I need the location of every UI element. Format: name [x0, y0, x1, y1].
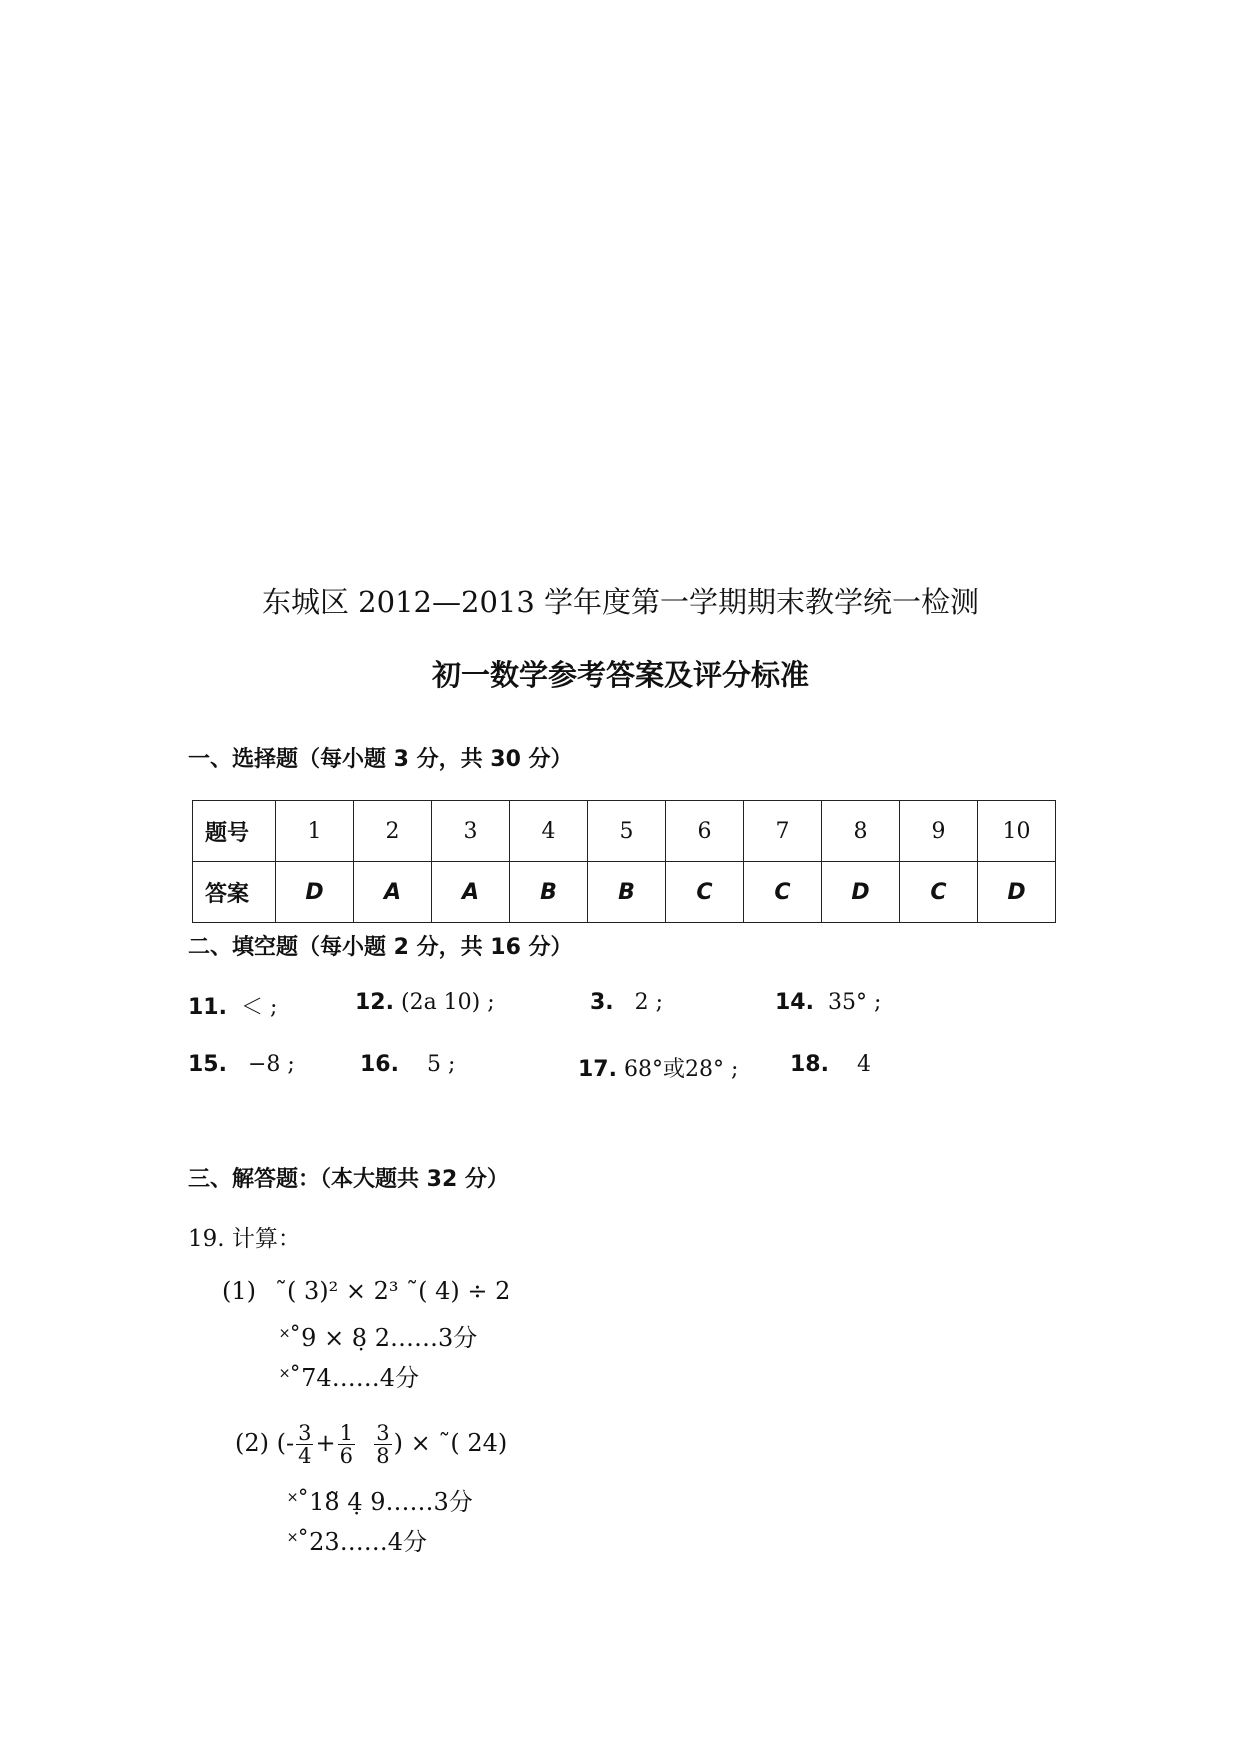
- table-cell: A: [432, 862, 510, 923]
- table-cell: A: [354, 862, 432, 923]
- part-1-expression: ˜( 3)² × 2³ ˜( 4) ÷ 2: [275, 1277, 511, 1305]
- table-cell: B: [510, 862, 588, 923]
- fill-item-12: [355, 990, 495, 1015]
- table-cell: 7: [744, 801, 822, 862]
- part-2-step-2: ˟˚23……4分: [288, 1528, 427, 1556]
- fraction-numerator: 3: [298, 1421, 312, 1445]
- table-cell: D: [822, 862, 900, 923]
- item-answer: 35° ;: [827, 990, 882, 1015]
- table-row: [193, 862, 1056, 923]
- table-cell: B: [588, 862, 666, 923]
- item-number: 11.: [188, 995, 227, 1020]
- fraction-denominator: 8: [376, 1444, 390, 1469]
- table-cell: 2: [354, 801, 432, 862]
- item-answer: 4: [856, 1052, 871, 1077]
- fill-item-15: [188, 1052, 295, 1077]
- item-number: 16.: [360, 1052, 399, 1077]
- table-cell: D: [276, 862, 354, 923]
- table-cell: 9: [900, 801, 978, 862]
- item-number: 15.: [188, 1052, 227, 1077]
- table-header-answer: 答案: [193, 862, 276, 923]
- part-2-expression: [235, 1422, 507, 1467]
- part-2-tail: ) × ˜( 24): [393, 1429, 508, 1458]
- item-answer: 2 ;: [634, 990, 664, 1015]
- section-2-heading: 二、填空题（每小题 2 分，共 16 分）: [188, 935, 573, 960]
- table-header-question: 题号: [193, 801, 276, 862]
- item-number: 12.: [355, 990, 394, 1015]
- question-19-label: 19. 计算：: [188, 1226, 301, 1252]
- table-cell: 5: [588, 801, 666, 862]
- fill-item-13: [590, 990, 663, 1015]
- table-cell: 6: [666, 801, 744, 862]
- table-cell: C: [666, 862, 744, 923]
- fraction: [296, 1422, 313, 1467]
- table-cell: 8: [822, 801, 900, 862]
- part-1-step-1: ˟˚9 × 8̣ 2……3分: [280, 1324, 478, 1352]
- part-1-label: (1): [222, 1277, 256, 1305]
- fraction-denominator: 4: [298, 1444, 312, 1469]
- fill-item-14: [775, 990, 881, 1015]
- item-answer: 68°或28° ;: [623, 1057, 739, 1082]
- document-subtitle: 初一数学参考答案及评分标准: [431, 658, 809, 692]
- table-cell: 3: [432, 801, 510, 862]
- part-2-step-1: ˟˚18̃ 4̣ 9……3分: [288, 1488, 473, 1516]
- item-number: 17.: [578, 1057, 617, 1082]
- item-answer: ＜ ;: [240, 995, 278, 1020]
- fill-item-11: [188, 990, 277, 1021]
- table-cell: C: [744, 862, 822, 923]
- fill-item-18: [790, 1052, 871, 1077]
- plus-sign: +: [315, 1429, 336, 1458]
- fill-item-17: [578, 1052, 738, 1083]
- answer-table: [192, 800, 1056, 923]
- fraction-denominator: 6: [339, 1444, 353, 1469]
- section-3-heading: 三、解答题：（本大题共 32 分）: [188, 1167, 509, 1192]
- fraction-numerator: 1: [339, 1421, 353, 1445]
- table-cell: C: [900, 862, 978, 923]
- table-cell: 10: [978, 801, 1056, 862]
- item-answer: (2a 10) ;: [400, 990, 495, 1015]
- section-1-heading: 一、选择题（每小题 3 分，共 30 分）: [188, 747, 573, 772]
- item-number: 18.: [790, 1052, 829, 1077]
- fraction: [374, 1422, 391, 1467]
- item-number: 14.: [775, 990, 814, 1015]
- fraction: [338, 1422, 355, 1467]
- fraction-numerator: 3: [376, 1421, 390, 1445]
- item-answer: 5 ;: [426, 1052, 456, 1077]
- document-title: 东城区 2012—2013 学年度第一学期期末教学统一检测: [261, 585, 980, 619]
- part-1-step-2: ˟˚74……4分: [280, 1364, 419, 1392]
- item-answer: −8 ;: [247, 1052, 295, 1077]
- table-cell: 1: [276, 801, 354, 862]
- item-number: 3.: [590, 990, 614, 1015]
- fill-item-16: [360, 1052, 455, 1077]
- table-row: [193, 801, 1056, 862]
- table-cell: 4: [510, 801, 588, 862]
- table-cell: D: [978, 862, 1056, 923]
- part-2-label: (2) (-: [235, 1429, 295, 1458]
